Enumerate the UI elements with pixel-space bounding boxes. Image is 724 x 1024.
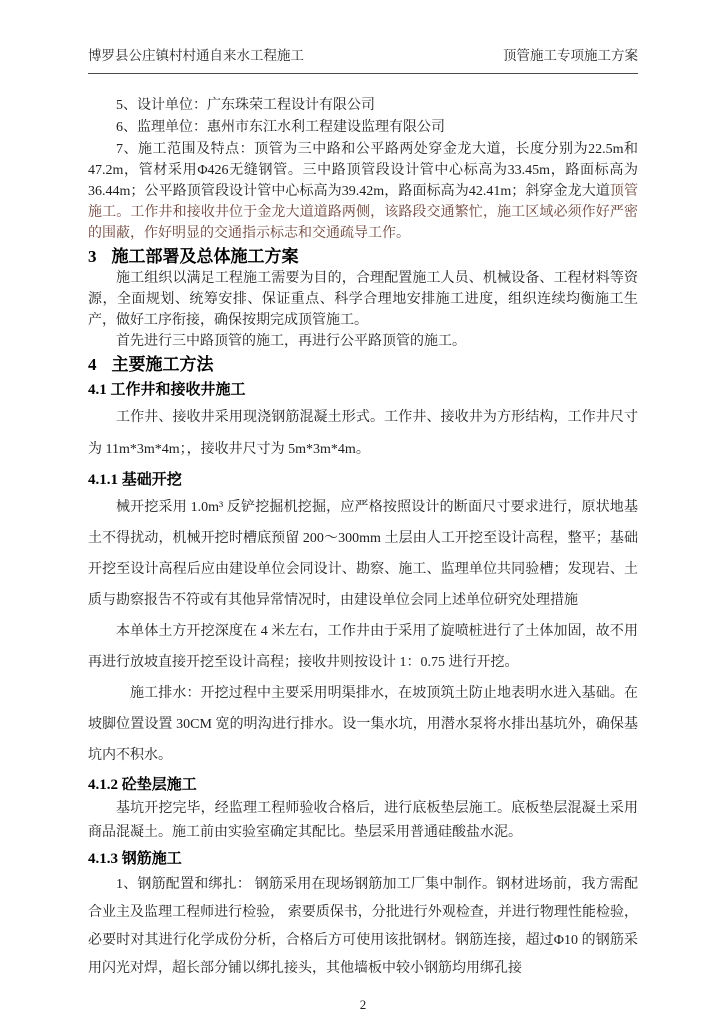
section-3-heading [88,246,638,268]
section-4-1-3-heading: 4.1.3 钢筋施工 [88,851,182,867]
header-right-title: 顶管施工专项施工方案 [503,48,638,63]
section-3-paragraph-2: 首先进行三中路顶管的施工，再进行公平路顶管的施工。 [116,334,466,349]
section-4-1-1-paragraph-2: 本单体土方开挖深度在 4 米左右，工作井由于采用了旋喷桩进行了土体加固，故不用再进行放坡直接开挖至设计高程；接收井则按设计 1：0.75 进行开挖。 [88,624,638,670]
section-4-title: 主要施工方法 [111,355,214,374]
page-header [88,44,638,74]
section-4-1-1-paragraph-1: 械开挖采用 1.0m³ 反铲挖掘机挖掘，应严格按照设计的断面尺寸要求进行，原状地基土不得扰动，机械开挖时槽底预留 200～300mm 土层由人工开挖至设计高程，整平；基础开挖至设计高程后应由建设单位会同设计、勘察、施工、监理单位共同验槽；发现岩、土质与勘察报告不符或有其他异常情况时，由建设单位会同上述单位研究处理措施 [88,500,638,608]
section-4-number: 4 [88,355,97,374]
scope-paragraph [88,139,638,244]
section-4-1-paragraph: 工作井、接收井采用现浇钢筋混凝土形式。工作井、接收井为方形结构，工作井尺寸为 11m*3m*4m；，接收井尺寸为 5m*3m*4m。 [88,410,638,457]
list-item-supervision-unit: 6、监理单位：惠州市东江水利工程建设监理有限公司 [116,120,445,135]
section-4-1-3-paragraph: 1、钢筋配置和绑扎： 钢筋采用在现场钢筋加工厂集中制作。钢材进场前，我方需配合业主及监理工程师进行检验， 索要质保书，分批进行外观检查，并进行物理性能检验，必要时对其进行化学成份分析，合格后方可使用该批钢材。钢筋连接，超过Φ10 的钢筋采用闪光对焊，超长部分铺以绑扎接头，其他墙板中较小钢筋均用绑孔接 [88,877,638,976]
section-4-1-1-heading: 4.1.1 基础开挖 [88,472,182,488]
section-4-1-1-paragraph-3: 施工排水：开挖过程中主要采用明渠排水，在坡顶筑土防止地表明水进入基础。在坡脚位置设置 30CM 宽的明沟进行排水。设一集水坑，用潜水泵将水排出基坑外，确保基坑内不积水。 [88,686,638,763]
section-3-paragraph-1: 施工组织以满足工程施工需要为目的，合理配置施工人员、机械设备、工程材料等资源，全面规划、统筹安排、保证重点、科学合理地安排施工进度，组织连续均衡施工生产，做好工序衔接，确保按期完成顶管施工。 [88,271,638,328]
page-number: 2 [359,997,367,1012]
header-left-title: 博罗县公庄镇村村通自来水工程施工 [88,48,304,63]
scope-text-highlighted: 顶管施工。工作井和接收井位于金龙大道道路两侧，该路段交通繁忙，施工区域必须作好严密的围蔽，作好明显的交通指示标志和交通疏导工作。 [88,184,639,241]
section-4-1-2-paragraph: 基坑开挖完毕，经监理工程师验收合格后，进行底板垫层施工。底板垫层混凝土采用商品混凝土。施工前由实验室确定其配比。垫层采用普通硅酸盐水泥。 [88,801,638,840]
section-3-number: 3 [88,247,97,266]
section-4-1-heading: 4.1 工作井和接收井施工 [88,382,246,398]
unit-list [88,95,638,139]
list-item-design-unit: 5、设计单位：广东珠荣工程设计有限公司 [116,98,375,113]
section-4-1-2-heading: 4.1.2 砼垫层施工 [88,777,197,793]
section-4-heading [88,354,638,376]
section-3-title: 施工部署及总体施工方案 [111,247,299,266]
scope-text: 7、施工范围及特点：顶管为三中路和公平路两处穿金龙大道，长度分别为22.5m和47.2m，管材采用Φ426无缝钢管。三中路顶管段设计管中心标高为33.45m，路面标高为36.44m；公平路顶管段设计管中心标高为39.42m，路面标高为42.41m；斜穿金龙大道 [88,142,638,199]
